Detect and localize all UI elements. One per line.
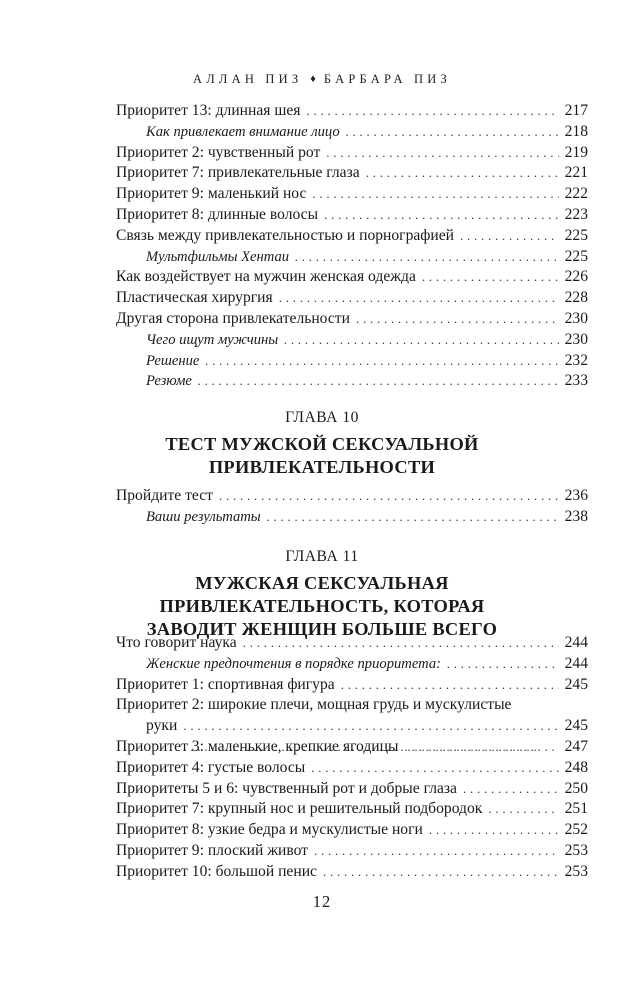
leader-dots xyxy=(306,101,558,122)
leader-dots xyxy=(447,654,559,675)
toc-entry[interactable] xyxy=(116,101,588,122)
toc-entry-page: 245 xyxy=(564,717,588,735)
toc-entry-title: Приоритет 7: крупный нос и решительный подбородок xyxy=(116,800,483,818)
toc-entry[interactable] xyxy=(116,267,588,288)
toc-entry[interactable] xyxy=(116,351,588,372)
leader-dots xyxy=(219,486,559,507)
toc-entry[interactable] xyxy=(116,758,588,779)
running-header xyxy=(0,72,644,87)
chapter-label: ГЛАВА 10 xyxy=(285,409,359,426)
toc-entry-title: руки xyxy=(146,717,178,735)
toc-entry-page: 228 xyxy=(564,289,588,307)
leader-dots xyxy=(463,779,559,800)
toc-entry-title: Приоритет 9: маленький нос xyxy=(116,185,307,203)
toc-entry[interactable] xyxy=(116,288,588,309)
toc-entry-title: Решение xyxy=(146,352,200,369)
toc-entry-page: 226 xyxy=(564,268,588,286)
toc-entry[interactable] xyxy=(116,122,588,143)
leader-dots xyxy=(267,507,559,528)
toc-entry-title: Приоритет 3: маленькие, крепкие ягодицы xyxy=(116,737,399,755)
leader-dots xyxy=(488,799,558,820)
toc-entry-page: 253 xyxy=(564,862,588,880)
toc-entry-title: Приоритет 9: плоский живот xyxy=(116,841,308,859)
toc-entry-page: 230 xyxy=(564,309,588,327)
toc-entry-page: 250 xyxy=(564,779,588,797)
toc-entry-title: Резюме xyxy=(146,373,192,390)
toc-entry-page: 222 xyxy=(564,185,588,203)
toc-entry-title: Пройдите тест xyxy=(116,487,213,504)
leader-dots xyxy=(295,247,559,268)
toc-entry-title: Приоритеты 5 и 6: чувственный рот и добрые глаза xyxy=(116,779,457,797)
leader-dots xyxy=(311,758,558,779)
toc-entry[interactable] xyxy=(116,820,588,841)
chapter-title xyxy=(0,572,644,641)
chapter-title-line: ЗАВОДИТ ЖЕНЩИН БОЛЬШЕ ВСЕГО xyxy=(146,619,498,639)
toc-entry-page: 233 xyxy=(564,372,588,390)
toc-entry-title: Приоритет 4: густые волосы xyxy=(116,758,306,776)
toc-entry[interactable] xyxy=(116,633,588,654)
toc-entry-page: 225 xyxy=(564,247,588,265)
toc-entry[interactable] xyxy=(116,654,588,675)
toc-entry-title: Как воздействует на мужчин женская одежда xyxy=(116,268,416,286)
toc-entry-title: Мультфильмы Хентаи xyxy=(146,248,290,265)
toc-entry[interactable] xyxy=(116,309,588,330)
toc-entry-page: 221 xyxy=(564,164,588,182)
toc-entry-title: Чего ищут мужчины xyxy=(146,331,279,348)
toc-entry[interactable] xyxy=(116,779,588,800)
toc-entry-title: Пластическая хирургия xyxy=(116,289,273,307)
toc-entry-title: Как привлекает внимание лицо xyxy=(146,123,340,140)
toc-entry-title: Приоритет 2: чувственный рот xyxy=(116,143,321,161)
chapter-10-heading xyxy=(0,409,644,479)
toc-entry[interactable] xyxy=(116,486,588,507)
leader-dots xyxy=(366,163,559,184)
toc-entry[interactable] xyxy=(116,737,588,758)
leader-dots xyxy=(341,675,559,696)
toc-block-chapter-10 xyxy=(116,486,588,528)
toc-entry-page: 252 xyxy=(564,821,588,839)
toc-entry-title: Ваши результаты xyxy=(146,508,261,525)
toc-entry[interactable] xyxy=(116,675,588,696)
toc-entry-page: 232 xyxy=(564,351,588,369)
chapter-title-line: ТЕСТ МУЖСКОЙ СЕКСУАЛЬНОЙ xyxy=(165,434,479,454)
toc-block-chapter-9 xyxy=(116,101,588,392)
leader-dots xyxy=(460,226,559,247)
chapter-title-line: ПРИВЛЕКАТЕЛЬНОСТИ xyxy=(208,457,436,477)
toc-entry-title-line xyxy=(116,716,588,737)
toc-block-chapter-11 xyxy=(116,633,588,883)
chapter-11-heading xyxy=(0,548,644,641)
toc-entry-page: 219 xyxy=(564,143,588,161)
toc-entry-page: 248 xyxy=(564,758,588,776)
toc-entry-page: 244 xyxy=(564,654,588,672)
toc-entry[interactable] xyxy=(116,163,588,184)
toc-entry-title: Женские предпочтения в порядке приоритета: xyxy=(146,655,441,672)
leader-dots xyxy=(422,267,559,288)
toc-entry[interactable] xyxy=(116,799,588,820)
toc-entry[interactable] xyxy=(116,247,588,268)
toc-entry-title: Приоритет 8: узкие бедра и мускулистые ноги xyxy=(116,821,423,839)
toc-entry-title: Другая сторона привлекательности xyxy=(116,309,350,327)
diamond-separator-icon: ♦ xyxy=(310,73,316,85)
toc-entry-page: 245 xyxy=(564,675,588,693)
toc-entry-page: 217 xyxy=(564,102,588,119)
chapter-title xyxy=(0,433,644,479)
leader-dots xyxy=(326,143,558,164)
leader-dots xyxy=(356,309,559,330)
toc-entry[interactable] xyxy=(116,862,588,883)
toc-entry-page: 253 xyxy=(564,841,588,859)
leader-dots xyxy=(324,205,559,226)
toc-entry-title: Что говорит наука xyxy=(116,634,237,651)
chapter-label: ГЛАВА 11 xyxy=(285,548,359,565)
toc-entry-title: Приоритет 1: спортивная фигура xyxy=(116,675,335,693)
toc-entry[interactable] xyxy=(116,205,588,226)
page-number: 12 xyxy=(312,892,332,911)
leader-dots xyxy=(429,820,559,841)
toc-entry-page: 244 xyxy=(564,634,588,651)
toc-entry-page: 238 xyxy=(564,507,588,525)
author-2: БАРБАРА ПИЗ xyxy=(323,72,451,86)
toc-entry-page: 225 xyxy=(564,226,588,244)
toc-entry[interactable] xyxy=(116,507,588,528)
toc-entry-title: Приоритет 10: большой пенис xyxy=(116,862,317,880)
toc-entry[interactable] xyxy=(116,371,588,392)
toc-entry[interactable] xyxy=(116,143,588,164)
toc-entry-page: 230 xyxy=(564,330,588,348)
toc-entry-title: Приоритет 13: длинная шея xyxy=(116,102,301,119)
toc-entry-title: Связь между привлекательностью и порнографией xyxy=(116,226,455,244)
toc-entry-title-line: Приоритет 2: широкие плечи, мощная грудь и мускулистые xyxy=(116,696,512,714)
chapter-title-line: МУЖСКАЯ СЕКСУАЛЬНАЯ xyxy=(195,573,449,593)
author-1: АЛЛАН ПИЗ xyxy=(193,72,303,86)
leader-dots xyxy=(404,737,558,758)
toc-entry-page: 223 xyxy=(564,205,588,223)
toc-entry-title: Приоритет 8: длинные волосы xyxy=(116,205,319,223)
leader-dots xyxy=(346,122,559,143)
toc-entry[interactable] xyxy=(116,841,588,862)
toc-entry[interactable] xyxy=(116,184,588,205)
chapter-title-line: ПРИВЛЕКАТЕЛЬНОСТЬ, КОТОРАЯ xyxy=(159,596,485,616)
leader-dots xyxy=(312,184,558,205)
toc-entry-page: 247 xyxy=(564,737,588,755)
leader-dots xyxy=(243,633,559,654)
toc-entry-page: 218 xyxy=(564,122,588,140)
toc-entry[interactable] xyxy=(116,330,588,351)
leader-dots xyxy=(198,371,559,392)
leader-dots xyxy=(279,288,559,309)
leader-dots xyxy=(323,862,559,883)
leader-dots xyxy=(284,330,558,351)
toc-entry[interactable] xyxy=(116,226,588,247)
toc-entry-page: 236 xyxy=(564,487,588,504)
leader-dots xyxy=(205,351,558,372)
toc-entry-page: 251 xyxy=(564,800,588,818)
toc-entry-title: Приоритет 7: привлекательные глаза xyxy=(116,164,360,182)
toc-entry-wrapped[interactable] xyxy=(116,695,588,737)
leader-dots xyxy=(314,841,559,862)
